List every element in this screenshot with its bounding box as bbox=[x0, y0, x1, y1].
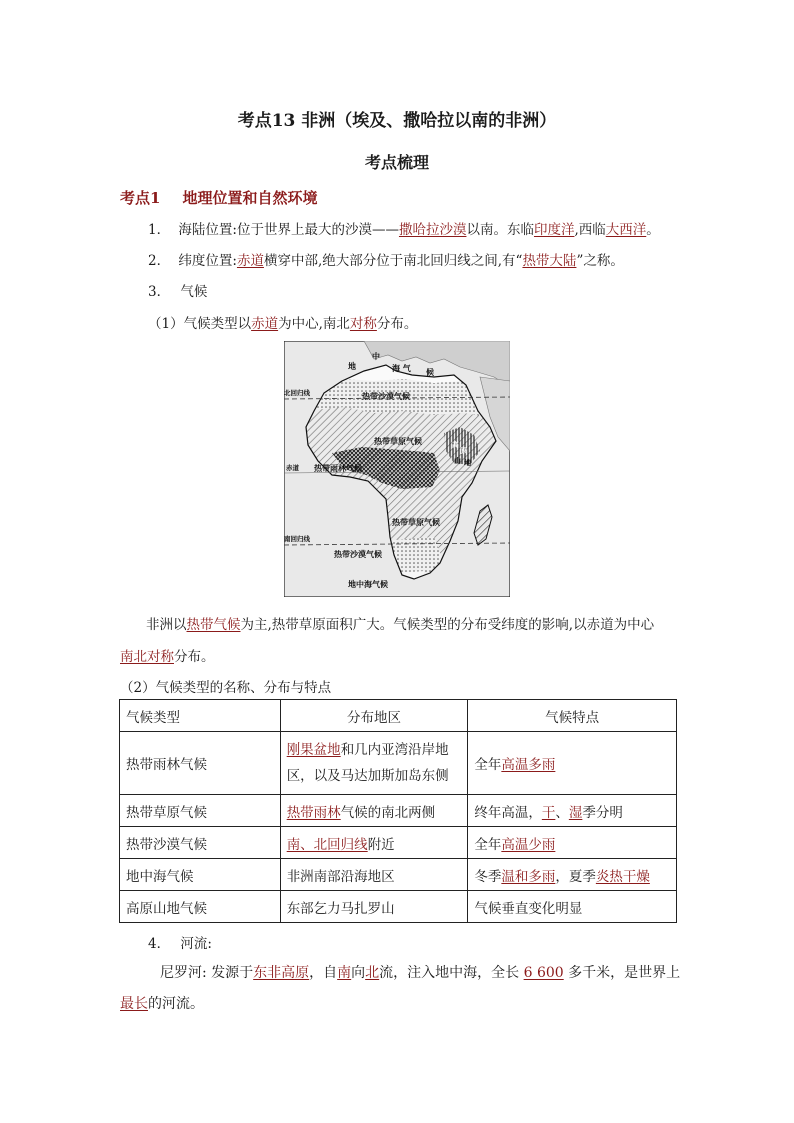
item-rivers bbox=[148, 932, 212, 952]
answer: 南、北回归线 bbox=[286, 836, 368, 853]
distribution bbox=[280, 732, 468, 795]
text: 海陆位置:位于世界上最大的沙漠—— bbox=[178, 222, 399, 238]
item-number: 4． bbox=[148, 936, 171, 952]
text: 尼罗河: 发源于 bbox=[160, 965, 254, 981]
answer: 炎热干燥 bbox=[595, 868, 650, 885]
climate-type: 热带沙漠气候 bbox=[120, 827, 281, 859]
distribution: 东部乞力马扎罗山 bbox=[280, 891, 468, 923]
answer-longest: 最长 bbox=[120, 996, 148, 1012]
item-number: 2． bbox=[148, 253, 171, 269]
distribution bbox=[280, 795, 468, 827]
map-label-med-3: 海 气 bbox=[392, 364, 411, 373]
item-number: 3． bbox=[148, 284, 171, 300]
table-header: 气候特点 bbox=[468, 700, 677, 732]
answer-tropical-climate: 热带气候 bbox=[186, 617, 241, 633]
text: 附近 bbox=[367, 836, 395, 853]
climate-type: 高原山地气候 bbox=[120, 891, 281, 923]
features bbox=[468, 732, 677, 795]
text: 横穿中部,绝大部分位于南北回归线之间,有“ bbox=[263, 253, 523, 269]
page-title: 考点13 非洲（埃及、撒哈拉以南的非洲） bbox=[237, 111, 557, 131]
item-label: 气候 bbox=[180, 284, 208, 300]
item-climate bbox=[148, 280, 207, 300]
table-row bbox=[120, 827, 677, 859]
answer: 高温少雨 bbox=[501, 836, 556, 853]
item-number: 1． bbox=[148, 222, 171, 238]
answer-tropical-continent: 热带大陆 bbox=[522, 253, 577, 269]
answer: 热带雨林 bbox=[286, 804, 341, 821]
answer: 湿 bbox=[568, 804, 583, 821]
text: 全年 bbox=[474, 836, 502, 853]
text: 气候的南北两侧 bbox=[340, 804, 436, 821]
nile-line-1 bbox=[160, 962, 680, 982]
answer: 干 bbox=[541, 804, 556, 821]
text: 分布。 bbox=[174, 649, 215, 665]
item-sea-land-position bbox=[148, 218, 660, 238]
text: 为主,热带草原面积广大。气候类型的分布受纬度的影响,以赤道为中心 bbox=[240, 617, 655, 633]
section-title: 地理位置和自然环境 bbox=[182, 189, 318, 207]
climate-type: 热带雨林气候 bbox=[120, 732, 281, 795]
table-header-row bbox=[120, 700, 677, 732]
distribution: 非洲南部沿海地区 bbox=[280, 859, 468, 891]
text: ，夏季 bbox=[555, 868, 596, 885]
text: 为中心,南北 bbox=[278, 316, 350, 332]
map-label-n-tropic: 北回归线 bbox=[284, 389, 310, 397]
nile-line-2 bbox=[120, 993, 204, 1013]
answer-equator-center: 赤道 bbox=[251, 316, 279, 332]
section-number: 考点1 bbox=[120, 189, 161, 207]
text: ”之称。 bbox=[576, 253, 624, 269]
features bbox=[468, 827, 677, 859]
para-line-2 bbox=[120, 645, 215, 665]
sub-climate-table-title: （2）气候类型的名称、分布与特点 bbox=[120, 680, 332, 696]
map-label-med-4: 候 bbox=[426, 368, 434, 377]
text: 和几内亚湾沿岸地 bbox=[340, 742, 449, 758]
item-latitude-position bbox=[148, 249, 624, 269]
table-header: 分布地区 bbox=[280, 700, 468, 732]
features: 气候垂直变化明显 bbox=[468, 891, 677, 923]
map-label-rainforest: 热带雨林气候 bbox=[314, 464, 362, 473]
features bbox=[468, 795, 677, 827]
text: 流，注入地中海，全长 bbox=[379, 965, 524, 981]
answer: 温和多雨 bbox=[501, 868, 556, 885]
page-subtitle: 考点梳理 bbox=[364, 153, 429, 172]
map-label-savanna-s: 热带草原气候 bbox=[392, 518, 440, 527]
climate-type: 热带草原气候 bbox=[120, 795, 281, 827]
map-label-desert-s: 热带沙漠气候 bbox=[334, 550, 382, 559]
text: （1）气候类型以 bbox=[148, 316, 252, 332]
answer: 刚果盆地 bbox=[286, 742, 341, 758]
map-label-med-2: 地 bbox=[348, 362, 356, 371]
features bbox=[468, 859, 677, 891]
map-label-highland-2: 原 bbox=[460, 447, 467, 455]
text: 区，以及马达加斯加岛东侧 bbox=[286, 768, 449, 784]
answer-atlantic: 大西洋 bbox=[605, 222, 647, 238]
table-row bbox=[120, 795, 677, 827]
answer-sahara: 撒哈拉沙漠 bbox=[398, 222, 467, 238]
text: 的河流。 bbox=[148, 996, 204, 1012]
text: ，自 bbox=[309, 965, 338, 981]
map-label-equator: 赤道 bbox=[286, 464, 299, 472]
map-label-highland-1: 高 bbox=[452, 441, 459, 449]
answer-ns-symmetric: 南北对称 bbox=[120, 649, 174, 665]
section-heading bbox=[120, 187, 317, 208]
map-label-med-1: 中 bbox=[372, 352, 380, 361]
africa-climate-map bbox=[284, 341, 510, 597]
text: 多千米，是世界上 bbox=[563, 965, 681, 981]
answer-symmetric: 对称 bbox=[349, 316, 377, 332]
map-label-savanna-n: 热带草原气候 bbox=[374, 437, 422, 446]
answer: 高温多雨 bbox=[501, 757, 556, 773]
text: 全年 bbox=[474, 757, 502, 773]
sub-climate-distribution bbox=[148, 312, 417, 332]
map-label-highland-3: 山 bbox=[454, 457, 461, 465]
climate-table bbox=[119, 699, 677, 923]
text: 非洲以 bbox=[146, 617, 187, 633]
text: 季分明 bbox=[582, 804, 623, 821]
item-label: 河流: bbox=[180, 936, 212, 952]
text: 分布。 bbox=[376, 316, 418, 332]
answer-length: 6 600 bbox=[523, 965, 564, 981]
answer-east-africa-plateau: 东非高原 bbox=[253, 965, 310, 981]
text: 冬季 bbox=[474, 868, 502, 885]
table-row bbox=[120, 859, 677, 891]
answer-equator: 赤道 bbox=[236, 253, 264, 269]
text: 向 bbox=[351, 965, 366, 981]
answer-indian-ocean: 印度洋 bbox=[533, 222, 575, 238]
text: 。 bbox=[646, 222, 660, 238]
text: 、 bbox=[555, 804, 569, 821]
map-label-med-south: 地中海气候 bbox=[348, 580, 388, 589]
text: ,西临 bbox=[574, 222, 606, 238]
answer-south: 南 bbox=[337, 965, 352, 981]
answer-north: 北 bbox=[365, 965, 380, 981]
text: 纬度位置: bbox=[178, 253, 237, 269]
text: 终年高温， bbox=[474, 804, 542, 821]
para-line-1 bbox=[146, 613, 654, 633]
climate-type: 地中海气候 bbox=[120, 859, 281, 891]
map-label-s-tropic: 南回归线 bbox=[284, 535, 310, 543]
map-label-highland-4: 地 bbox=[464, 459, 471, 467]
table-row bbox=[120, 732, 677, 795]
distribution bbox=[280, 827, 468, 859]
map-label-sahara: 热带沙漠气候 bbox=[362, 392, 410, 401]
table-row bbox=[120, 891, 677, 923]
text: 以南。东临 bbox=[466, 222, 534, 238]
table-header: 气候类型 bbox=[120, 700, 281, 732]
